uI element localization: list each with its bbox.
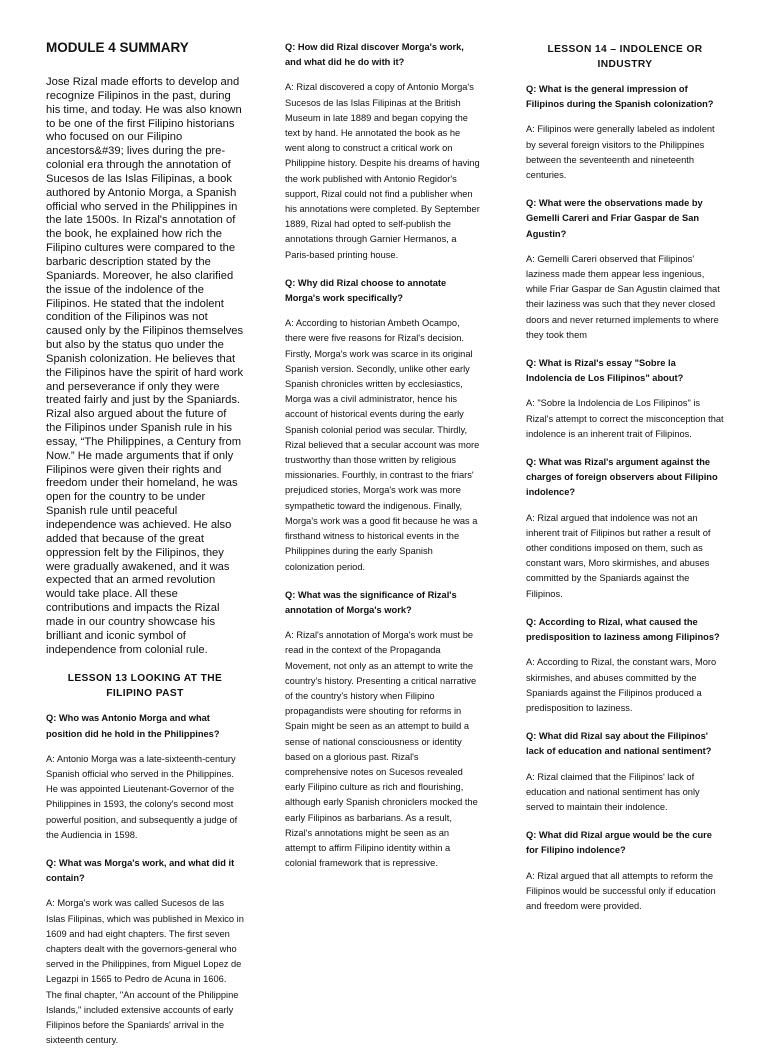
answer-prefix: A: [285, 318, 294, 329]
question: Q: What was Morga's work, and what did it contain? [46, 858, 235, 884]
answer [285, 316, 481, 574]
answer-prefix: A: [526, 124, 535, 135]
qa-item [526, 729, 724, 815]
question: Q: How did Rizal discover Morga's work, and what did he do with it? [285, 42, 464, 68]
question: Q: What did Rizal say about the Filipinos' lack of education and national sentiment? [526, 731, 712, 757]
module-title: MODULE 4 SUMMARY [46, 40, 189, 55]
qa-item [285, 588, 481, 872]
column-left [46, 40, 244, 1062]
qa-item [526, 615, 724, 716]
answer [526, 869, 724, 915]
qa-item [46, 711, 244, 843]
answer-prefix: A: [526, 870, 535, 881]
answer-prefix: A: [526, 657, 535, 668]
qa-item [526, 828, 724, 914]
answer-text: Rizal claimed that the Filipinos' lack of education and national sentiment has only served to maintain their indolence. [526, 771, 700, 812]
answer-text: Antonio Morga was a late-sixteenth-century Spanish official who served in the Philippines. He was appointed Lieutenant-Governor of the Philippines in 1593, the colony's second most powerful position, and subsequently a judge of the Audiencia in 1598. [46, 753, 238, 840]
question: Q: Who was Antonio Morga and what position did he hold in the Philippines? [46, 713, 220, 739]
qa-item [285, 40, 481, 263]
answer-text: Rizal argued that all attempts to reform the Filipinos would be successful only if education and freedom were provided. [526, 870, 716, 911]
qa-item [46, 856, 244, 1048]
question: Q: What was the significance of Rizal's annotation of Morga's work? [285, 589, 457, 615]
answer [526, 122, 724, 183]
question: Q: What was Rizal's argument against the charges of foreign observers about Filipino indolence? [526, 457, 718, 498]
question: Q: What were the observations made by Gemelli Careri and Friar Gaspar de San Agustin? [526, 198, 703, 239]
qa-item [285, 276, 481, 575]
answer [46, 752, 244, 843]
answer [46, 896, 244, 1048]
answer [526, 770, 724, 816]
qa-item [526, 356, 724, 442]
answer-prefix: A: [526, 253, 535, 264]
answer-text: Rizal discovered a copy of Antonio Morga's Sucesos de las Islas Filipinas at the British Museum in late 1889 and began copying the text by hand. He annotated the book as he went along to construct a critical work on Philippine history. Despite his dreams of having the work published with Antonio Regidor's support, Rizal could not find a publisher when his annotations were completed. By September 1889, Rizal had opted to self-publish the annotations through Garnier Hermanos, a Paris-based printing house. [285, 82, 480, 260]
answer-prefix: A: [46, 898, 55, 909]
question: Q: Why did Rizal choose to annotate Morga's work specifically? [285, 277, 447, 304]
lesson-13-heading: LESSON 13 LOOKING AT THE FILIPINO PAST [67, 673, 223, 700]
answer-prefix: A: [526, 512, 535, 523]
answer [526, 655, 724, 716]
column-middle [285, 40, 481, 884]
answer-prefix: A: [285, 630, 294, 641]
answer-prefix: A: [285, 82, 294, 93]
answer-text: Gemelli Careri observed that Filipinos' laziness made them appear less ingenious, while Friar Gaspar de San Agustin claimed that their laziness was such that they never closed doors and never returned implements to where they took them [526, 253, 720, 340]
answer-text: Rizal's annotation of Morga's work must be read in the context of the Propaganda Movement, not only as an attempt to write the country's history. Presenting a critical narrative of the country's history when Filipino propagandists were shouting for reforms in Spain might be seen as an attempt to build a sense of national consciousness or identity based on a glorious past. Rizal's comprehensive notes on Sucesos revealed early Filipino culture as rich and flourishing, although early Spanish chroniclers mocked the early Filipinos as barbarians. As a result, Rizal's annotations might be seen as an attempt to affirm Filipino identity within a colonial framework that is repressive. [285, 630, 478, 869]
qa-item [526, 82, 724, 183]
question: Q: What did Rizal argue would be the cure for Filipino indolence? [526, 830, 712, 856]
answer-text: Morga's work was called Sucesos de las Islas Filipinas, which was published in Mexico in 1609 and had eight chapters. The first seven chapters dealt with the governors-general who served in the Philippines, from Miguel Lopez de Legazpi in 1565 to Pedro de Acuna in 1606. The final chapter, "An account of the Philippine Islands," included extensive accounts of early Filipinos before the Spaniards' arrival in the sixteenth century. [46, 898, 244, 1046]
answer-prefix: A: [526, 398, 535, 409]
answer [526, 396, 724, 442]
answer [285, 628, 481, 871]
qa-item [526, 196, 724, 343]
answer-text: According to historian Ambeth Ocampo, there were five reasons for Rizal's decision. Firstly, Morga's work was scarce in its original Spanish version. Secondly, unlike other early Spanish chronicles written by ecclesiastics, Morga was a civil administrator, hence his account of historical events during the early Spanish colonial period was secular. Thirdly, Rizal believed that a secular account was more trustworthy than those written by religious missionaries. Fourthly, in contrast to the friars' prejudiced stories, Morga's work was more sympathetic toward the indigenous. Finally, Morga's work was a good fit because he was a firsthand witness to historical events in the Philippines during the early Spanish colonization period. [285, 318, 480, 572]
answer-prefix: A: [46, 753, 55, 764]
answer-text: Filipinos were generally labeled as indolent by several foreign visitors to the Philippines between the seventeenth and nineteenth centuries. [526, 124, 715, 181]
answer-text: Rizal argued that indolence was not an inherent trait of Filipinos but rather a result of other conditions imposed on them, such as constant wars, Moro skirmishes, and abuses committed by the Spaniards against the Filipinos. [526, 512, 711, 599]
question: Q: According to Rizal, what caused the predisposition to laziness among Filipinos? [526, 616, 720, 643]
question: Q: What is Rizal's essay "Sobre la Indolencia de Los Filipinos" about? [526, 358, 684, 384]
answer-text: "Sobre la Indolencia de Los Filipinos" is Rizal's attempt to correct the misconception that indolence is an inherent trait of Filipinos. [526, 398, 724, 439]
lesson-14-heading: LESSON 14 – INDOLENCE OR INDUSTRY [547, 44, 703, 70]
summary-paragraph: Jose Rizal made efforts to develop and recognize Filipinos in the past, during his time, and today. He was also known to be one of the first Filipino historians who focused on our Filipino ancestors&#39; lives during the pre-colonial era through the annotation of Sucesos de las Islas Filipinas, a book authored by Antonio Morga, a Spanish official who served in the Philippines in the late 1500s. In Rizal's annotation of the book, he explained how rich the Filipino cultures were compared to the barbaric description stated by the Spaniards. Moreover, he also clarified the issue of the indolence of the Filipinos. He stated that the indolent condition of the Filipinos was not caused only by the Filipinos themselves but also by the status quo under the Spanish colonization. He believes that the Filipinos have the spirit of hard work and perseverance if only they were treated fairly and just by the Spaniards. Rizal also argued about the future of the Filipinos under Spanish rule in his essay, “The Philippines, a Century from Now.” He made arguments that if only Filipinos were given their rights and freedom under their homeland, he was open for the country to be under Spanish rule until peaceful independence was achieved. He also added that because of the great oppression felt by the Filipinos, they were gradually awakened, and it was expected that an armed revolution would take place. All these contributions and impacts the Rizal made in our country showcase his brilliant and iconic symbol of independence from colonial rule. [46, 76, 244, 656]
answer [526, 252, 724, 343]
answer-prefix: A: [526, 771, 535, 782]
column-right [526, 40, 724, 927]
qa-item [526, 455, 724, 602]
question: Q: What is the general impression of Filipinos during the Spanish colonization? [526, 84, 714, 110]
answer [526, 511, 724, 602]
answer-text: According to Rizal, the constant wars, Moro skirmishes, and abuses committed by the Spaniards against the Filipinos produced a predisposition to laziness. [526, 657, 717, 713]
answer [285, 80, 481, 262]
